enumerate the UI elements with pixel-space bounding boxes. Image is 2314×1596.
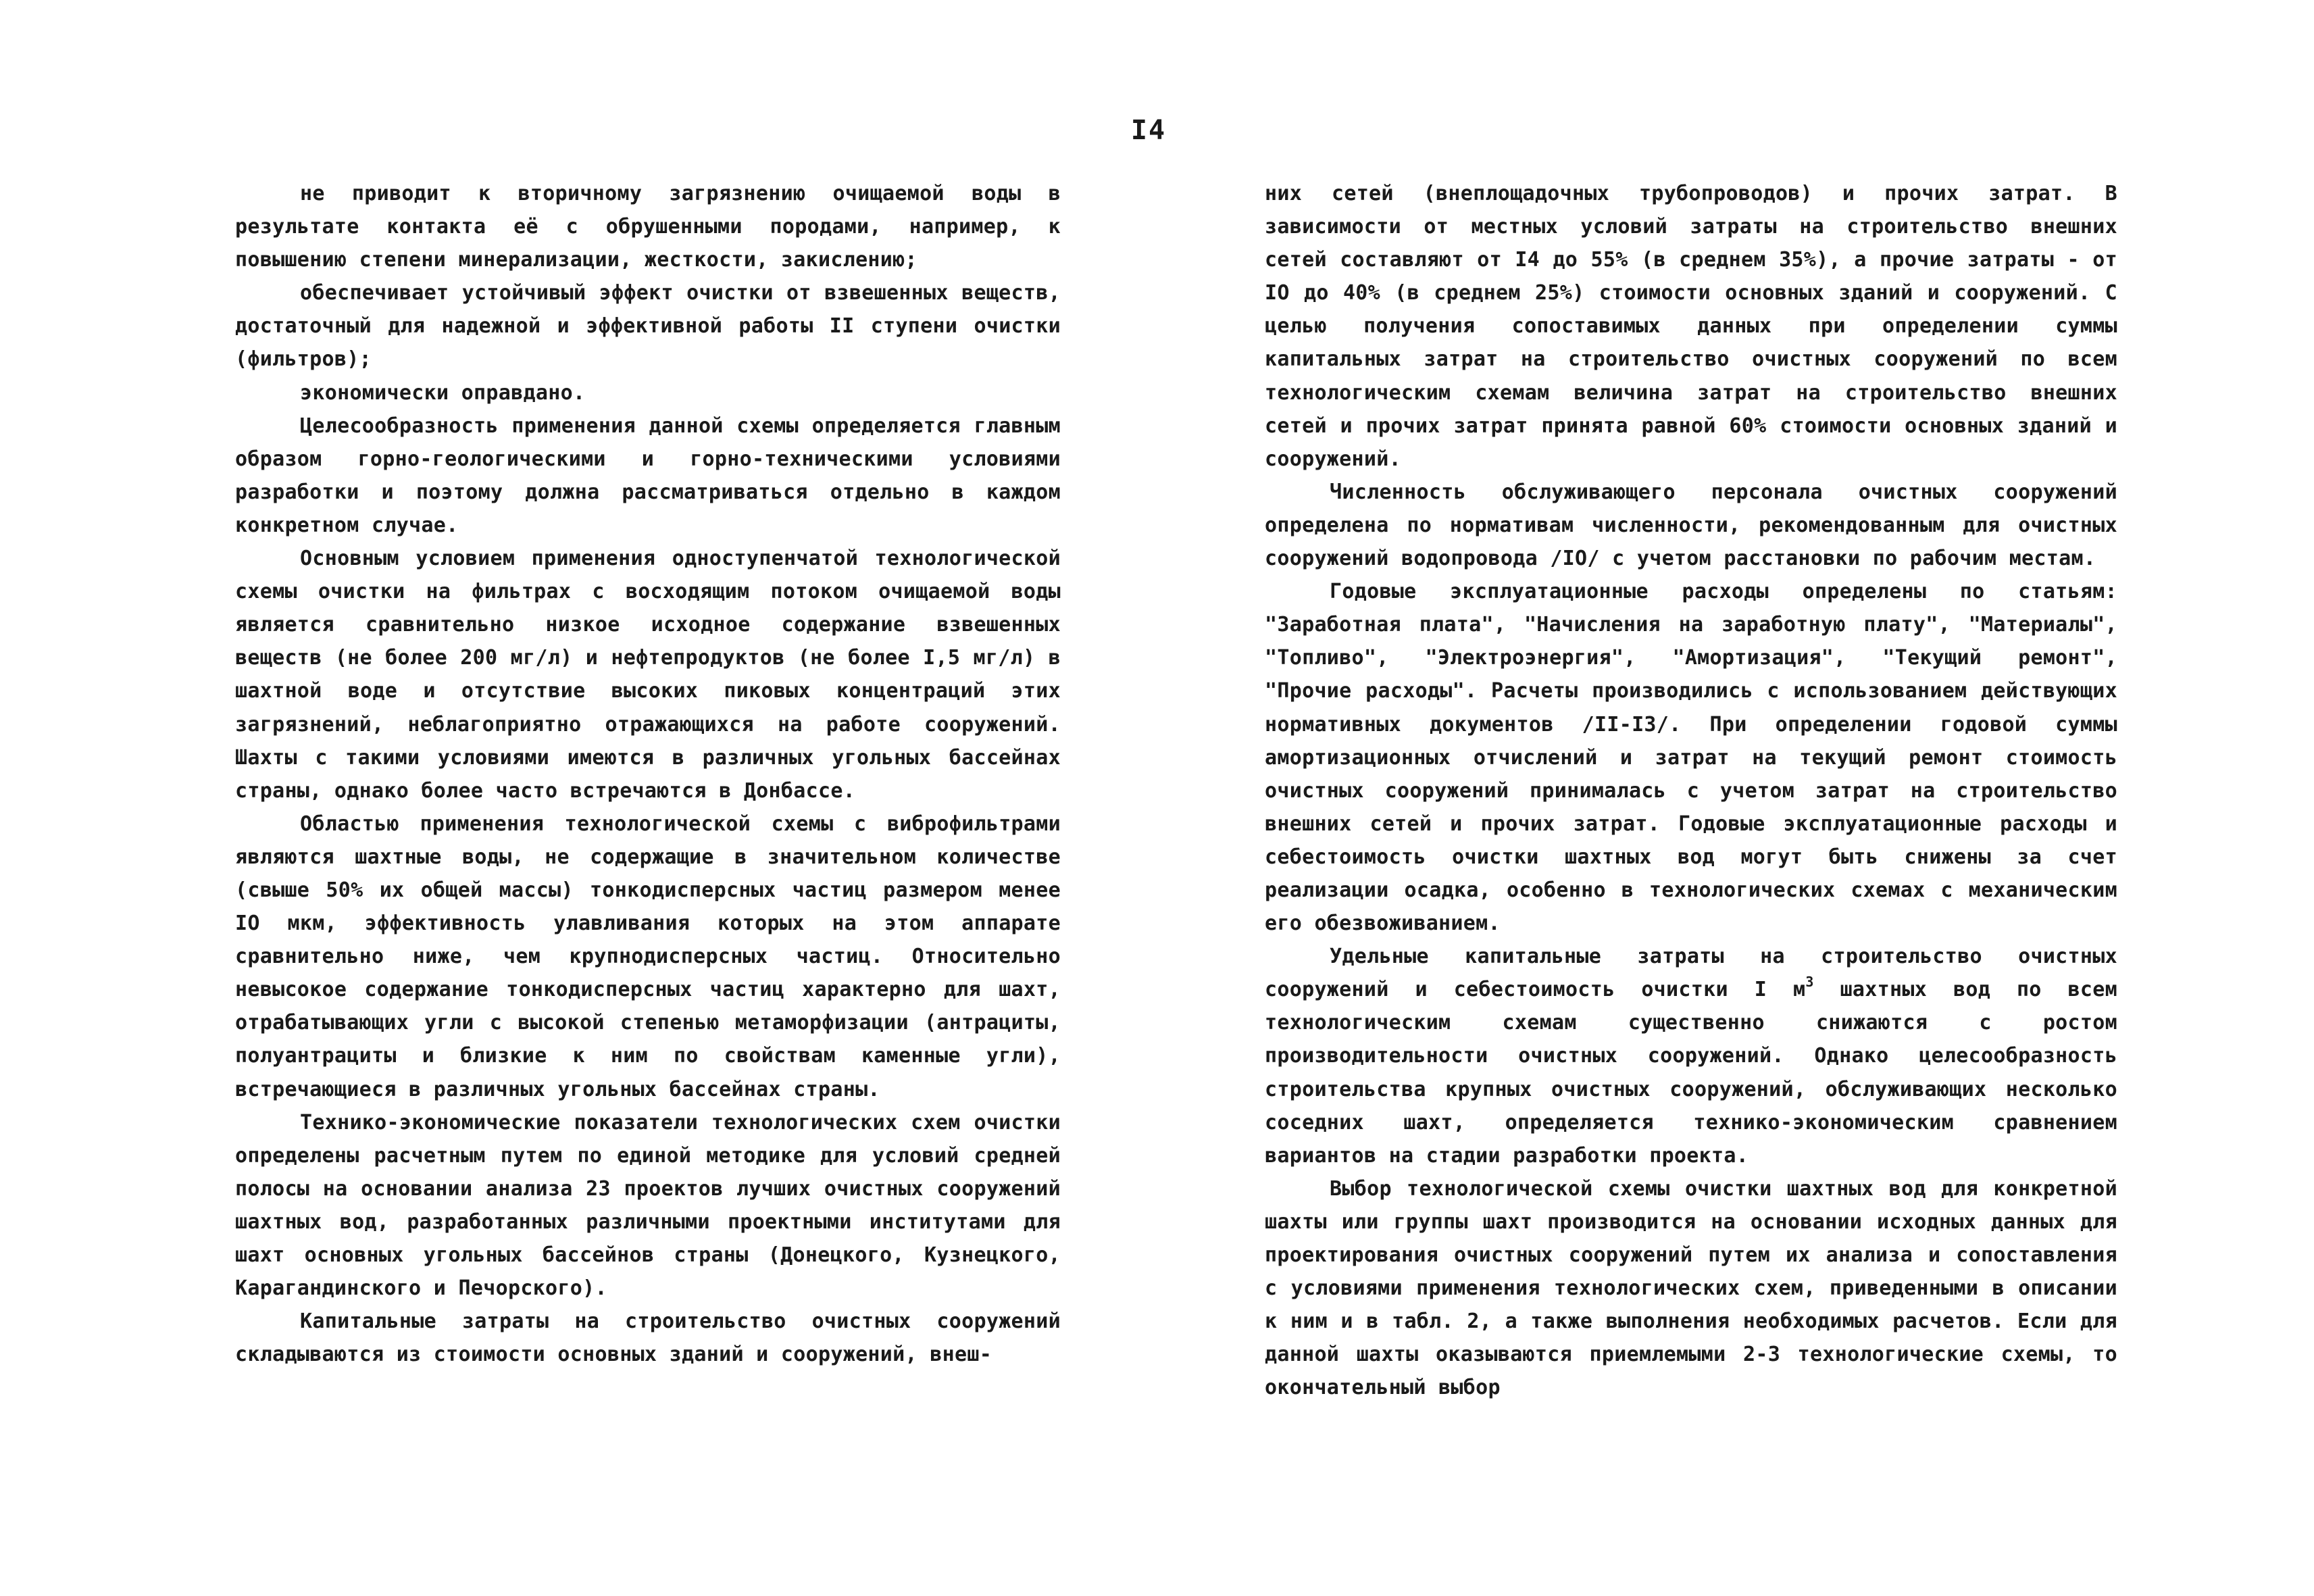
left-column (235, 177, 1061, 1371)
paragraph-with-superscript (1265, 940, 2117, 1172)
paragraph: экономически оправдано. (300, 380, 586, 405)
paragraph: Выбор технологической схемы очистки шахтных вод для конкретной шахты или группы шахт производится на основании исходных данных для проектирования очистных сооружений путем их анализа и сопоставления с условиями применения технологических схем, приведенными в описании к ним и в табл. 2, а также выполнения необходимых расчетов. Если для данной шахты оказываются приемлемыми 2-3 технологические схемы, то окончательный выбор (1265, 1176, 2117, 1400)
paragraph: них сетей (внеплощадочных трубопроводов) и прочих затрат. В зависимости от местных условий затраты на строительство внешних сетей составляют от I4 до 55% (в среднем 35%), а прочие затраты - от IO до 40% (в среднем 25%) стоимости основных зданий и сооружений. С целью получения сопоставимых данных при определении суммы капитальных затрат на строительство очистных сооружений по всем технологическим схемам величина затрат на строительство внешних сетей и прочих затрат принята равной 60% стоимости основных зданий и сооружений. (1265, 182, 2117, 471)
page-number: I4 (1130, 115, 1167, 146)
paragraph: обеспечивает устойчивый эффект очистки от взвешенных веществ, достаточный для надежной и эффективной работы II ступени очистки (фильтров); (235, 281, 1061, 372)
paragraph-text-after: шахтных вод по всем технологическим схемам существенно снижаются с ростом производительности очистных сооружений. Однако целесообразность строительства крупных очистных сооружений, обслуживающих несколько соседних шахт, определяется технико-экономическим сравнением вариантов на стадии разработки проекта. (1265, 978, 2117, 1168)
paragraph: Годовые эксплуатационные расходы определены по статьям: "Заработная плата", "Начисления на заработную плату", "Материалы", "Топливо", "Электроэнергия", "Амортизация", "Текущий ремонт", "Прочие расходы". Расчеты производились с использованием действующих нормативных документов /II-I3/. При определении годовой суммы амортизационных отчислений и затрат на текущий ремонт стоимость очистных сооружений принималась с учетом затрат на строительство внешних сетей и прочих затрат. Годовые эксплуатационные расходы и себестоимость очистки шахтных вод могут быть снижены за счет реализации осадка, особенно в технологических схемах с механическим его обезвоживанием. (1265, 580, 2117, 936)
paragraph: Численность обслуживающего персонала очистных сооружений определена по нормативам численности, рекомендованным для очистных сооружений водопровода /IO/ с учетом расстановки по рабочим местам. (1265, 480, 2117, 571)
cubic-superscript: 3 (1805, 974, 1814, 991)
paragraph: не приводит к вторичному загрязнению очищаемой воды в результате контакта её с обрушенными породами, например, к повышению степени минерализации, жесткости, закислению; (235, 182, 1061, 272)
paragraph: Основным условием применения одноступенчатой технологической схемы очистки на фильтрах с восходящим потоком очищаемой воды является сравнительно низкое исходное содержание взвешенных веществ (не более 200 мг/л) и нефтепродуктов (не более I,5 мг/л) в шахтной воде и отсутствие высоких пиковых концентраций этих загрязнений, неблагоприятно отражающихся на работе сооружений. Шахты с такими условиями имеются в различных угольных бассейнах страны, однако более часто встречаются в Донбассе. (235, 547, 1061, 803)
paragraph: Технико-экономические показатели технологических схем очистки определены расчетным путем по единой методике для условий средней полосы на основании анализа 23 проектов лучших очистных сооружений шахтных вод, разработанных различными проектными институтами для шахт основных угольных бассейнов страны (Донецкого, Кузнецкого, Карагандинского и Печорского). (235, 1110, 1061, 1301)
paragraph: Областью применения технологической схемы с виброфильтрами являются шахтные воды, не содержащие в значительном количестве (свыше 50% их общей массы) тонкодисперсных частиц размером менее IO мкм, эффективность улавливания которых на этом аппарате сравнительно ниже, чем крупнодисперсных частиц. Относительно невысокое содержание тонкодисперсных частиц характерно для шахт, отрабатывающих угли с высокой степенью метаморфизации (антрациты, полуантрациты и близкие к ним по свойствам каменные угли), встречающиеся в различных угольных бассейнах страны. (235, 812, 1061, 1101)
right-column (1265, 177, 2117, 1404)
paragraph-text-before: Удельные капитальные затраты на строительство очистных сооружений и себестоимость очистки I м (1265, 945, 2117, 1002)
paragraph: Целесообразность применения данной схемы определяется главным образом горно-геологическими и горно-техническими условиями разработки и поэтому должна рассматриваться отдельно в каждом конкретном случае. (235, 414, 1061, 537)
paragraph: Капитальные затраты на строительство очистных сооружений складываются из стоимости основных зданий и сооружений, внеш- (235, 1310, 1061, 1367)
